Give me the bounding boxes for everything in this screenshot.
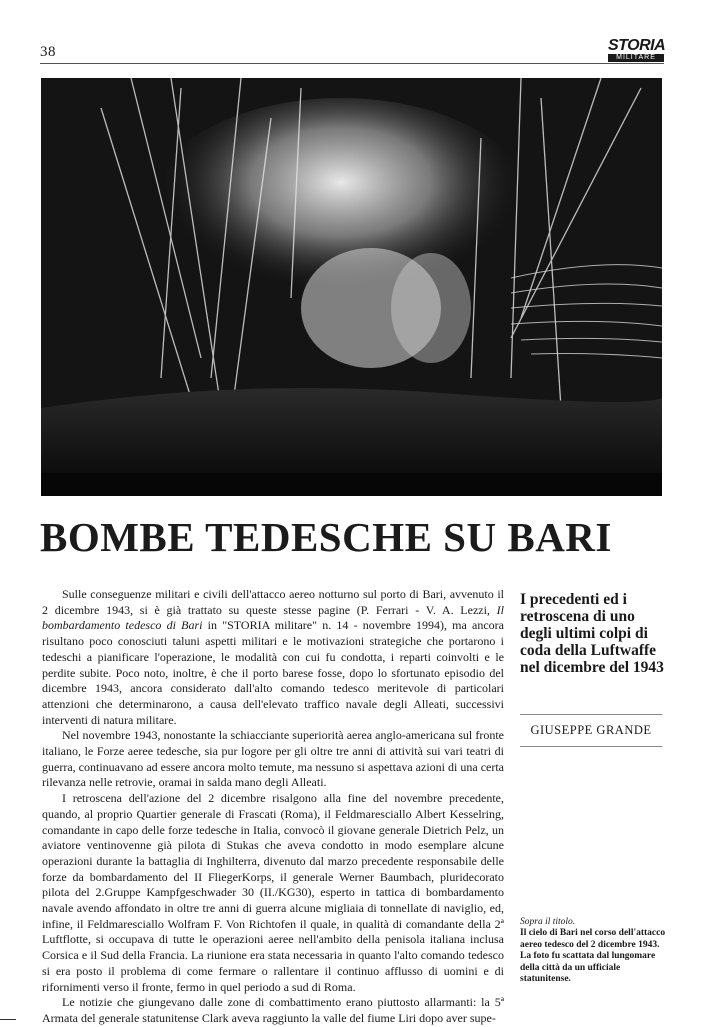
deck: I precedenti ed i retroscena di uno degli ultimi colpi di coda della Luftwaffe nel dicembre del 1943 xyxy=(520,591,664,676)
paragraph-3: I retroscena dell'azione del 2 dicembre risalgono alla fine del novembre precedente, quando, al proprio Quartier generale di Frascati (Roma), il Feldmaresciallo Albert Kesselring, comandante in capo delle forze tedesche in Italia, convocò il giovane generale Dietrich Pelz, un aviatore ventinovenne già pilota di Stukas che aveva condotto in modo esemplare alcune operazioni durante la battaglia di Inghilterra, divenuto dal marzo precedente responsabile delle forze da bombardamento del II FliegerKorps, il generale Werner Baumbach, pluridecorato pilota del 2.Gruppe Kampfgeschwader 30 (II./KG30), esperto in tattica di bombardamento navale avendo affondato in oltre tre anni di guerra alcune migliaia di tonnellate di naviglio, ed, infine, il Feldmaresciallo Wolfram F. Von Richtofen il quale, in qualità di comandante della 2ª Luftflotte, si occupava di tutte le operazioni aeree nell'ambito della penisola italiana inclusa Corsica e il Sud della Francia. La riunione era stata necessaria in quanto l'alto comando tedesco si era posto il problema di come fermare o rallentare il continuo afflusso di uomini e di rifornimenti verso il fronte, fermo in quel periodo a sud di Roma. xyxy=(42,791,504,994)
author-rule-top xyxy=(520,714,662,715)
article-body xyxy=(42,587,504,1027)
masthead-subtitle: MILITARE xyxy=(608,54,664,62)
paragraph-2: Nel novembre 1943, nonostante la schiacciante superiorità aerea anglo-americana sul fronte italiano, le Forze aeree tedesche, sia pur logore per gli oltre tre anni di attività sui vari teatri di guerra, continuavano ad essere ancora molto temute, ma nessuno si aspettava azioni di una certa rilevanza nelle retrovie, oramai in salda mano degli Alleati. xyxy=(42,728,504,790)
masthead-title: STORIA xyxy=(608,37,666,54)
photo-caption xyxy=(520,917,668,985)
author-rule-bottom xyxy=(520,746,662,747)
caption-text: Il cielo di Bari nel corso dell'attacco aereo tedesco del 2 dicembre 1943. La foto fu scattata dal lungomare della città da un ufficiale statunitense. xyxy=(520,928,666,985)
paragraph-1-start: Sulle conseguenze militari e civili dell'attacco aereo notturno sul porto di Bari, avvenuto il 2 dicembre 1943, si è già trattato su queste stesse pagine (P. Ferrari - V. A. Lezzi, xyxy=(42,587,504,617)
masthead-logo xyxy=(608,38,664,62)
headline: BOMBE TEDESCHE SU BARI xyxy=(40,514,612,560)
night-sky-photo xyxy=(41,78,662,496)
paragraph-1 xyxy=(42,587,504,728)
paragraph-1-end: in "STORIA militare" n. 14 - novembre 1994), ma ancora risultano poco conosciuti taluni aspetti militari e le motivazioni strategiche che portarono i tedeschi a pianificare l'operazione, le modalità con cui fu condotta, i reparti coinvolti e le perdite subite. Poco noto, inoltre, è che il porto barese fosse, dopo lo sfortunato episodio del dicembre 1943, ancora considerato dall'alto comando tedesco meritevole di particolari attenzioni che determinarono, a causa dell'elevato traffico navale degli Alleati, successivi interventi di natura militare. xyxy=(42,618,505,727)
header-rule xyxy=(40,63,664,64)
photo-image xyxy=(41,78,662,496)
paragraph-4: Le notizie che giungevano dalle zone di combattimento erano piuttosto allarmanti: la 5ª Armata del generale statunitense Clark aveva raggiunto la valle del fiume Liri dopo aver supe- xyxy=(42,995,504,1025)
author-name: GIUSEPPE GRANDE xyxy=(530,723,652,737)
paragraph-1-italic-title: Il bombardamento tedesco di Bari xyxy=(42,602,504,633)
caption-label: Sopra il titolo. xyxy=(520,917,576,927)
corner-mark xyxy=(0,1019,16,1020)
page-number: 38 xyxy=(40,44,56,60)
sidebar xyxy=(520,591,670,747)
